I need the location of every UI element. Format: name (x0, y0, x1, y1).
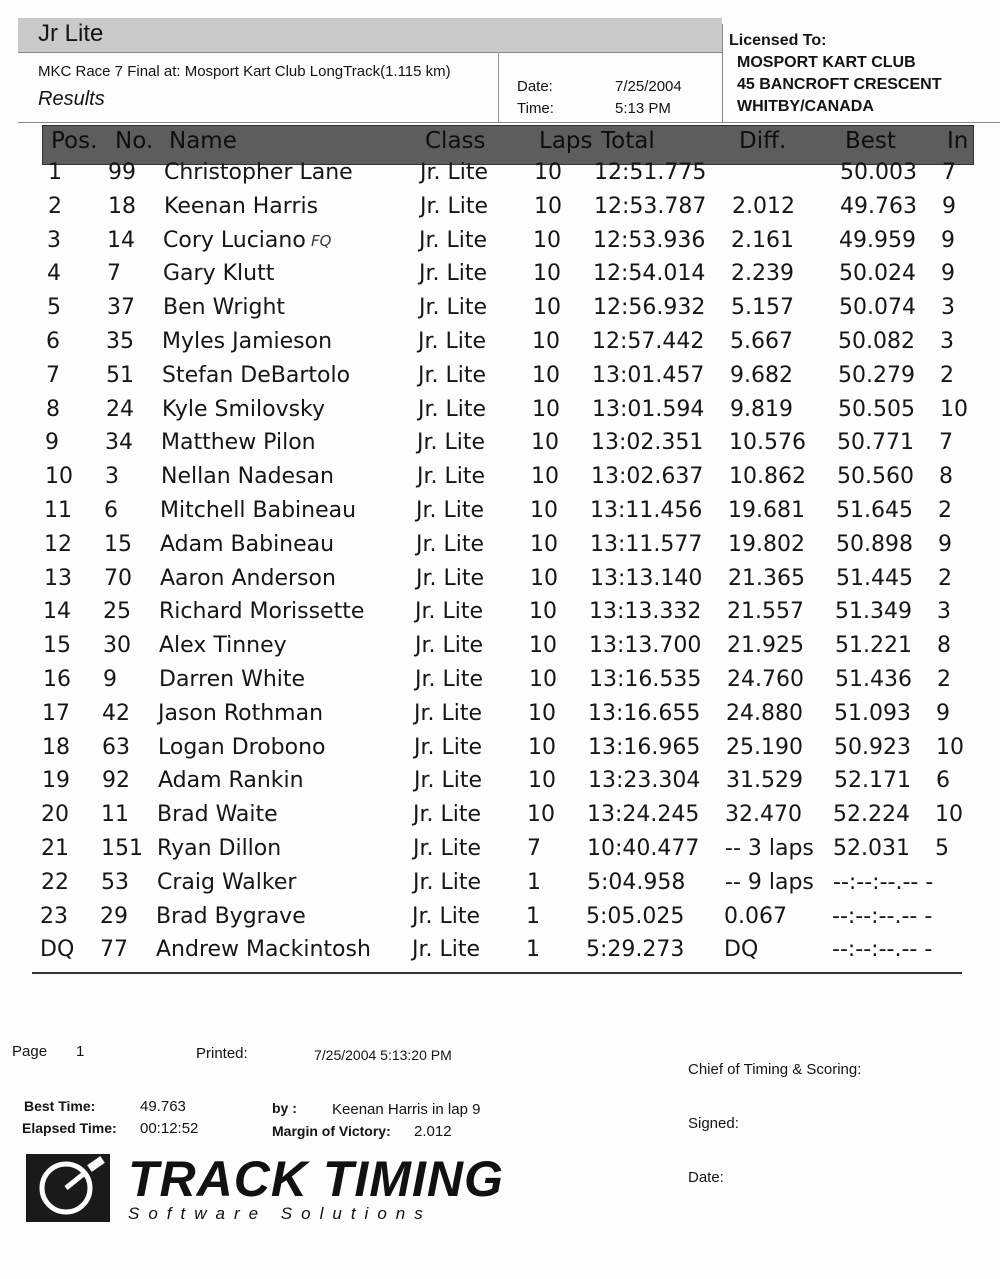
best-time-label: Best Time: (24, 1098, 96, 1114)
col-diff: Diff. (739, 128, 787, 154)
cell-diff: -- 3 laps (725, 836, 814, 861)
cell-best: --:--:--.-- - (832, 937, 933, 963)
cell-class: Jr. Lite (412, 903, 481, 929)
cell-name: Ryan Dillon (157, 836, 282, 861)
page-label: Page (12, 1043, 48, 1060)
handwritten-note: FQ (311, 231, 332, 250)
col-pos: Pos. (51, 128, 98, 154)
cell-diff: 24.880 (726, 700, 803, 726)
cell-in: 10 (936, 734, 964, 760)
cell-pos: 9 (45, 430, 59, 456)
col-total: Total (601, 128, 655, 154)
cell-pos: 17 (42, 700, 70, 726)
table-row (0, 397, 1000, 431)
cell-no: 77 (100, 937, 128, 963)
cell-total: 12:57.442 (592, 329, 705, 354)
col-best: Best (845, 128, 896, 154)
cell-in: 9 (942, 193, 956, 219)
race-info: MKC Race 7 Final at: Mosport Kart Club LongTrack(1.115 km) (38, 63, 451, 80)
printed-label: Printed: (196, 1045, 248, 1062)
cell-name: Christopher Lane (164, 160, 353, 185)
cell-name: Craig Walker (157, 869, 297, 895)
table-row (0, 160, 1000, 194)
cell-laps: 10 (533, 261, 561, 287)
time-value: 5:13 PM (615, 100, 671, 117)
cell-diff: 21.365 (728, 565, 805, 591)
cell-diff: 24.760 (727, 667, 804, 692)
cell-name: Mitchell Babineau (160, 498, 357, 523)
table-row (0, 870, 1000, 904)
cell-pos: 3 (47, 227, 61, 253)
cell-total: 13:16.535 (589, 667, 702, 692)
cell-diff: 9.819 (730, 396, 793, 422)
cell-laps: 10 (529, 667, 557, 692)
cell-diff: 32.470 (725, 802, 802, 828)
cell-name: Stefan DeBartolo (162, 362, 351, 388)
licensed-line: WHITBY/CANADA (737, 98, 874, 115)
cell-diff: 2.012 (732, 193, 795, 219)
cell-no: 53 (101, 869, 129, 895)
cell-best: 49.959 (839, 227, 916, 253)
cell-name: Jason Rothman (158, 700, 324, 726)
cell-total: 13:02.637 (591, 464, 704, 490)
cell-class: Jr. Lite (412, 937, 481, 963)
cell-laps: 10 (533, 295, 561, 321)
cell-no: 35 (106, 329, 134, 354)
table-row (0, 532, 1000, 566)
cell-total: 5:29.273 (586, 937, 685, 963)
best-time-value: 49.763 (140, 1098, 186, 1115)
class-title: Jr Lite (38, 20, 104, 47)
cell-class: Jr. Lite (415, 599, 484, 625)
cell-laps: 10 (531, 430, 559, 456)
cell-best: 51.093 (834, 700, 911, 726)
cell-diff: 9.682 (730, 362, 793, 388)
table-row (0, 667, 1000, 701)
cell-best: 50.560 (837, 464, 914, 490)
cell-pos: 18 (42, 734, 70, 760)
cell-total: 13:23.304 (588, 768, 701, 794)
table-row (0, 768, 1000, 802)
table-row (0, 430, 1000, 464)
table-row (0, 904, 1000, 938)
cell-name: Cory Luciano (163, 227, 306, 253)
cell-no: 29 (100, 903, 128, 929)
cell-best: 50.024 (839, 261, 916, 287)
printed-value: 7/25/2004 5:13:20 PM (314, 1047, 452, 1063)
cell-best: 49.763 (840, 193, 917, 219)
cell-laps: 10 (532, 362, 560, 388)
cell-no: 34 (105, 430, 133, 456)
cell-pos: 13 (44, 565, 72, 591)
licensed-label: Licensed To: (729, 32, 827, 49)
cell-total: 13:01.594 (592, 396, 705, 422)
cell-best: 50.771 (837, 430, 914, 456)
cell-pos: 22 (41, 869, 69, 895)
cell-no: 3 (105, 464, 119, 490)
cell-total: 5:05.025 (586, 903, 685, 929)
cell-in: 2 (938, 565, 952, 591)
cell-pos: 6 (46, 329, 60, 354)
cell-class: Jr. Lite (414, 768, 483, 794)
cell-best: --:--:--.-- - (833, 869, 934, 895)
cell-laps: 10 (531, 464, 559, 490)
col-class: Class (425, 128, 486, 154)
cell-class: Jr. Lite (419, 261, 488, 287)
cell-in: 8 (939, 464, 953, 490)
cell-laps: 10 (530, 531, 558, 557)
cell-laps: 1 (526, 903, 540, 929)
cell-total: 13:01.457 (592, 362, 705, 388)
cell-class: Jr. Lite (417, 430, 486, 456)
date-time-box (498, 52, 723, 122)
cell-no: 70 (104, 565, 132, 591)
cell-laps: 1 (527, 869, 541, 895)
cell-total: 12:53.787 (594, 193, 707, 219)
table-row (0, 295, 1000, 329)
cell-class: Jr. Lite (420, 160, 489, 185)
cell-in: 8 (937, 633, 951, 659)
table-row (0, 802, 1000, 836)
footer-date-label: Date: (688, 1169, 724, 1186)
cell-best: 51.445 (836, 565, 913, 591)
table-row (0, 228, 1000, 262)
cell-in: 2 (940, 362, 954, 388)
cell-diff: 21.925 (727, 633, 804, 659)
cell-diff: 25.190 (726, 734, 803, 760)
time-label: Time: (517, 100, 554, 117)
cell-name: Aaron Anderson (160, 565, 336, 591)
class-title-bar (18, 18, 722, 53)
cell-class: Jr. Lite (419, 227, 488, 253)
cell-in: 2 (937, 667, 951, 692)
logo-subtitle: Software Solutions (128, 1204, 432, 1223)
cell-best: 50.923 (834, 734, 911, 760)
cell-best: 52.224 (833, 802, 910, 828)
cell-pos: 15 (43, 633, 71, 659)
cell-in: 7 (939, 430, 953, 456)
cell-no: 51 (106, 362, 134, 388)
table-row (0, 498, 1000, 532)
cell-in: 9 (941, 261, 955, 287)
cell-laps: 10 (528, 768, 556, 794)
cell-diff: 10.576 (729, 430, 806, 456)
cell-total: 13:24.245 (587, 802, 700, 828)
cell-total: 12:56.932 (593, 295, 706, 321)
cell-laps: 1 (526, 937, 540, 963)
cell-pos: 11 (44, 498, 72, 523)
cell-pos: 7 (46, 362, 60, 388)
cell-diff: 19.681 (728, 498, 805, 523)
cell-no: 11 (101, 802, 129, 828)
cell-best: 50.898 (836, 531, 913, 557)
cell-pos: 19 (42, 768, 70, 794)
cell-class: Jr. Lite (416, 498, 485, 523)
cell-name: Andrew Mackintosh (156, 937, 371, 963)
cell-name: Matthew Pilon (161, 430, 316, 456)
cell-no: 30 (103, 633, 131, 659)
cell-best: 51.349 (835, 599, 912, 625)
cell-pos: 5 (47, 295, 61, 321)
cell-laps: 10 (534, 193, 562, 219)
cell-in: 3 (940, 329, 954, 354)
cell-total: 10:40.477 (587, 836, 700, 861)
table-row (0, 701, 1000, 735)
cell-no: 99 (108, 160, 136, 185)
cell-total: 13:16.655 (588, 700, 701, 726)
date-value: 7/25/2004 (615, 78, 682, 95)
cell-laps: 7 (527, 836, 541, 861)
licensed-line: 45 BANCROFT CRESCENT (737, 76, 942, 93)
cell-class: Jr. Lite (415, 633, 484, 659)
cell-in: 7 (942, 160, 956, 185)
cell-pos: 2 (48, 193, 62, 219)
col-name: Name (169, 128, 237, 154)
cell-total: 13:11.456 (590, 498, 703, 523)
cell-diff: 31.529 (726, 768, 803, 794)
cell-no: 63 (102, 734, 130, 760)
table-row (0, 836, 1000, 870)
cell-in: 10 (935, 802, 963, 828)
cell-best: 50.082 (838, 329, 915, 354)
cell-no: 25 (103, 599, 131, 625)
cell-total: 13:11.577 (590, 531, 703, 557)
cell-name: Adam Rankin (158, 768, 304, 794)
licensed-line: MOSPORT KART CLUB (737, 54, 916, 71)
cell-diff: 0.067 (724, 903, 787, 929)
cell-pos: 16 (43, 667, 71, 692)
cell-no: 18 (108, 193, 136, 219)
cell-name: Richard Morissette (159, 599, 365, 625)
cell-total: 13:13.140 (590, 565, 703, 591)
table-row (0, 194, 1000, 228)
cell-class: Jr. Lite (414, 734, 483, 760)
chief-label: Chief of Timing & Scoring: (688, 1061, 862, 1078)
cell-name: Adam Babineau (160, 531, 335, 557)
cell-no: 151 (101, 836, 143, 861)
cell-no: 7 (107, 261, 121, 287)
cell-in: 3 (937, 599, 951, 625)
cell-no: 42 (102, 700, 130, 726)
cell-class: Jr. Lite (413, 802, 482, 828)
cell-name: Myles Jamieson (162, 329, 333, 354)
table-row (0, 329, 1000, 363)
cell-diff: 2.239 (731, 261, 794, 287)
elapsed-label: Elapsed Time: (22, 1120, 117, 1136)
cell-best: 51.645 (836, 498, 913, 523)
cell-best: 50.505 (838, 396, 915, 422)
cell-pos: 14 (43, 599, 71, 625)
cell-class: Jr. Lite (415, 667, 484, 692)
table-row (0, 735, 1000, 769)
logo-title: TRACK TIMING (128, 1151, 504, 1207)
cell-best: 50.003 (840, 160, 917, 185)
cell-class: Jr. Lite (417, 464, 486, 490)
cell-name: Logan Drobono (158, 734, 326, 760)
cell-no: 92 (102, 768, 130, 794)
margin-value: 2.012 (414, 1123, 452, 1140)
cell-best: 50.279 (838, 362, 915, 388)
cell-name: Gary Klutt (163, 261, 275, 287)
cell-class: Jr. Lite (418, 362, 487, 388)
cell-total: 12:54.014 (593, 261, 706, 287)
cell-in: 5 (935, 836, 949, 861)
cell-diff: -- 9 laps (725, 869, 814, 895)
cell-laps: 10 (533, 227, 561, 253)
cell-name: Kyle Smilovsky (162, 396, 326, 422)
column-header-bar (42, 125, 974, 165)
col-laps: Laps (539, 128, 593, 154)
cell-no: 6 (104, 498, 118, 523)
date-label: Date: (517, 78, 553, 95)
cell-best: 50.074 (839, 295, 916, 321)
cell-class: Jr. Lite (416, 531, 485, 557)
cell-diff: DQ (724, 937, 759, 963)
page-number: 1 (76, 1043, 85, 1060)
cell-diff: 19.802 (728, 531, 805, 557)
cell-diff: 2.161 (731, 227, 794, 253)
cell-best: 52.171 (834, 768, 911, 794)
cell-name: Brad Waite (157, 802, 278, 828)
cell-name: Nellan Nadesan (161, 464, 334, 490)
cell-total: 5:04.958 (587, 869, 686, 895)
cell-laps: 10 (529, 599, 557, 625)
col-no: No. (115, 128, 154, 154)
cell-total: 12:53.936 (593, 227, 706, 253)
by-value: Keenan Harris in lap 9 (332, 1101, 481, 1118)
cell-laps: 10 (528, 734, 556, 760)
cell-total: 13:13.332 (589, 599, 702, 625)
cell-laps: 10 (534, 160, 562, 185)
header-divider (18, 122, 1000, 123)
cell-pos: 21 (41, 836, 69, 861)
licensed-to-box (722, 24, 1000, 122)
table-row (0, 566, 1000, 600)
results-label: Results (38, 88, 105, 110)
cell-class: Jr. Lite (413, 869, 482, 895)
cell-class: Jr. Lite (419, 295, 488, 321)
cell-class: Jr. Lite (414, 700, 483, 726)
cell-pos: DQ (40, 937, 75, 963)
cell-laps: 10 (530, 565, 558, 591)
cell-pos: 20 (41, 802, 69, 828)
table-row (0, 633, 1000, 667)
elapsed-value: 00:12:52 (140, 1120, 199, 1137)
by-label: by : (272, 1100, 297, 1116)
cell-laps: 10 (532, 396, 560, 422)
cell-pos: 23 (40, 903, 68, 929)
cell-class: Jr. Lite (418, 329, 487, 354)
cell-diff: 5.157 (731, 295, 794, 321)
cell-laps: 10 (528, 700, 556, 726)
cell-best: --:--:--.-- - (832, 903, 933, 929)
cell-class: Jr. Lite (416, 565, 485, 591)
table-row (0, 599, 1000, 633)
cell-class: Jr. Lite (418, 396, 487, 422)
cell-name: Ben Wright (163, 295, 286, 321)
cell-class: Jr. Lite (413, 836, 482, 861)
cell-name: Brad Bygrave (156, 903, 306, 929)
table-row (0, 464, 1000, 498)
cell-no: 37 (107, 295, 135, 321)
cell-total: 13:13.700 (589, 633, 702, 659)
cell-best: 51.436 (835, 667, 912, 692)
cell-best: 52.031 (833, 836, 910, 861)
table-end-rule (32, 972, 962, 974)
cell-in: 9 (941, 227, 955, 253)
cell-laps: 10 (529, 633, 557, 659)
cell-pos: 1 (48, 160, 62, 185)
cell-in: 2 (938, 498, 952, 523)
signed-label: Signed: (688, 1115, 739, 1132)
cell-in: 10 (940, 396, 968, 422)
cell-in: 6 (936, 768, 950, 794)
cell-in: 9 (938, 531, 952, 557)
cell-total: 13:16.965 (588, 734, 701, 760)
cell-laps: 10 (530, 498, 558, 523)
cell-no: 24 (106, 396, 134, 422)
cell-no: 15 (104, 531, 132, 557)
cell-pos: 8 (46, 396, 60, 422)
stopwatch-logo-icon (26, 1154, 110, 1222)
cell-pos: 10 (45, 464, 73, 490)
cell-name: Keenan Harris (164, 193, 319, 219)
cell-pos: 4 (47, 261, 61, 287)
cell-laps: 10 (527, 802, 555, 828)
cell-no: 14 (107, 227, 135, 253)
cell-name: Darren White (159, 667, 306, 692)
cell-total: 12:51.775 (594, 160, 707, 185)
table-row (0, 261, 1000, 295)
cell-pos: 12 (44, 531, 72, 557)
cell-name: Alex Tinney (159, 633, 287, 659)
table-row (0, 937, 1000, 971)
cell-diff: 10.862 (729, 464, 806, 490)
cell-diff: 21.557 (727, 599, 804, 625)
col-in: In (947, 128, 969, 154)
cell-no: 9 (103, 667, 117, 692)
cell-in: 9 (936, 700, 950, 726)
cell-class: Jr. Lite (420, 193, 489, 219)
cell-best: 51.221 (835, 633, 912, 659)
cell-in: 3 (941, 295, 955, 321)
margin-label: Margin of Victory: (272, 1123, 391, 1139)
report-header (18, 18, 1000, 122)
cell-laps: 10 (532, 329, 560, 354)
cell-total: 13:02.351 (591, 430, 704, 456)
table-row (0, 363, 1000, 397)
cell-diff: 5.667 (730, 329, 793, 354)
